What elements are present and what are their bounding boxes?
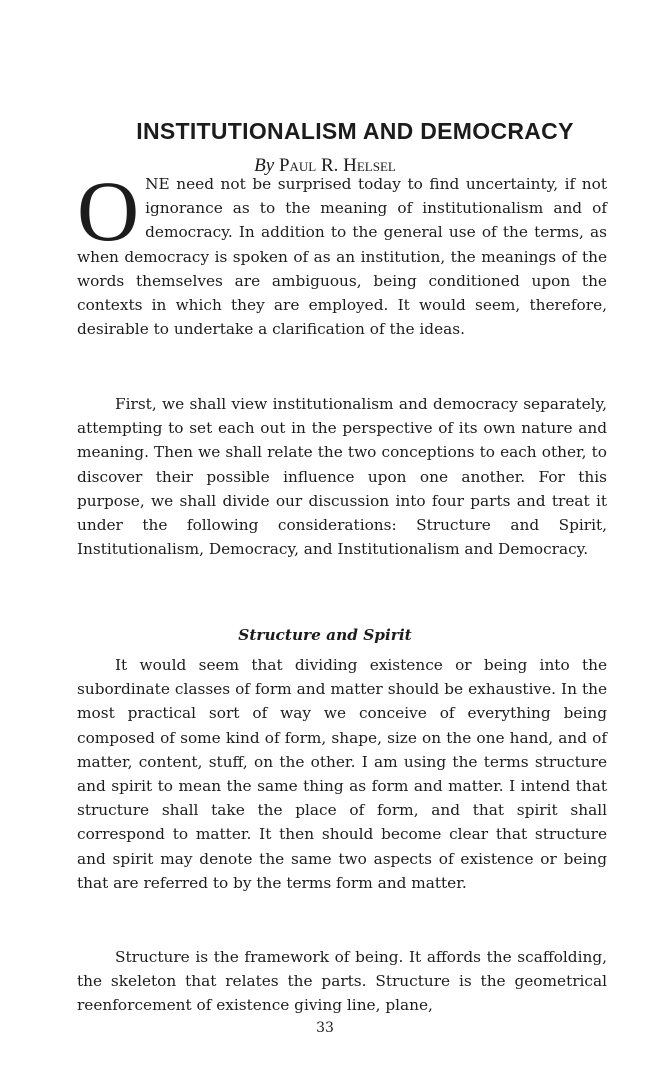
drop-cap: O	[77, 163, 140, 259]
author-name: Paul R. Helsel	[278, 155, 396, 176]
byline-prefix: By	[254, 155, 275, 176]
article-title: INSTITUTIONALISM AND DEMOCRACY	[136, 118, 574, 144]
first-word-rest: NE	[145, 175, 170, 193]
paragraph-3: It would seem that dividing existence or being into the subordinate classes of form and matter should be exhaustive. In the most practical sort of way we conceive of everything being composed of some kind of form, shape, size on the one hand, and of matter, content, stuff, on the other. I am using the terms structure and spirit to mean the same thing as form and matter. I intend that structure shall take the place of form, and that spirit shall correspond to matter. It then should become clear that structure and spirit may denote the same two aspects of existence or being that are referred to by the terms form and matter.	[77, 656, 607, 892]
section-heading: Structure and Spirit	[238, 626, 412, 644]
paragraph-3-block	[77, 653, 607, 895]
paragraph-2-block	[77, 392, 607, 561]
paragraph-4: Structure is the framework of being. It affords the scaffolding, the skeleton that relates the parts. Structure is the geometrical reenforcement of existence giving line, plane,	[77, 948, 607, 1015]
paragraph-4-block	[77, 945, 607, 1018]
page-number: 33	[316, 1020, 334, 1036]
paragraph-1-text: need not be surprised today to find uncertainty, if not ignorance as to the meaning of institutionalism and of democracy. In addition to the general use of the terms, as when democracy is spoken of as an institution, the meanings of the words themselves are ambiguous, being conditioned upon the contexts in which they are employed. It would seem, therefore, desirable to undertake a clarification of the ideas.	[77, 175, 607, 339]
paragraph-2: First, we shall view institutionalism and democracy separately, attempting to set each out in the perspective of its own nature and meaning. Then we shall relate the two conceptions to each other, to discover their possible influence upon one another. For this purpose, we shall divide our discussion into four parts and treat it under the following considerations: Structure and Spirit, Institutionalism, Democracy, and Institutionalism and Democracy.	[77, 395, 607, 559]
